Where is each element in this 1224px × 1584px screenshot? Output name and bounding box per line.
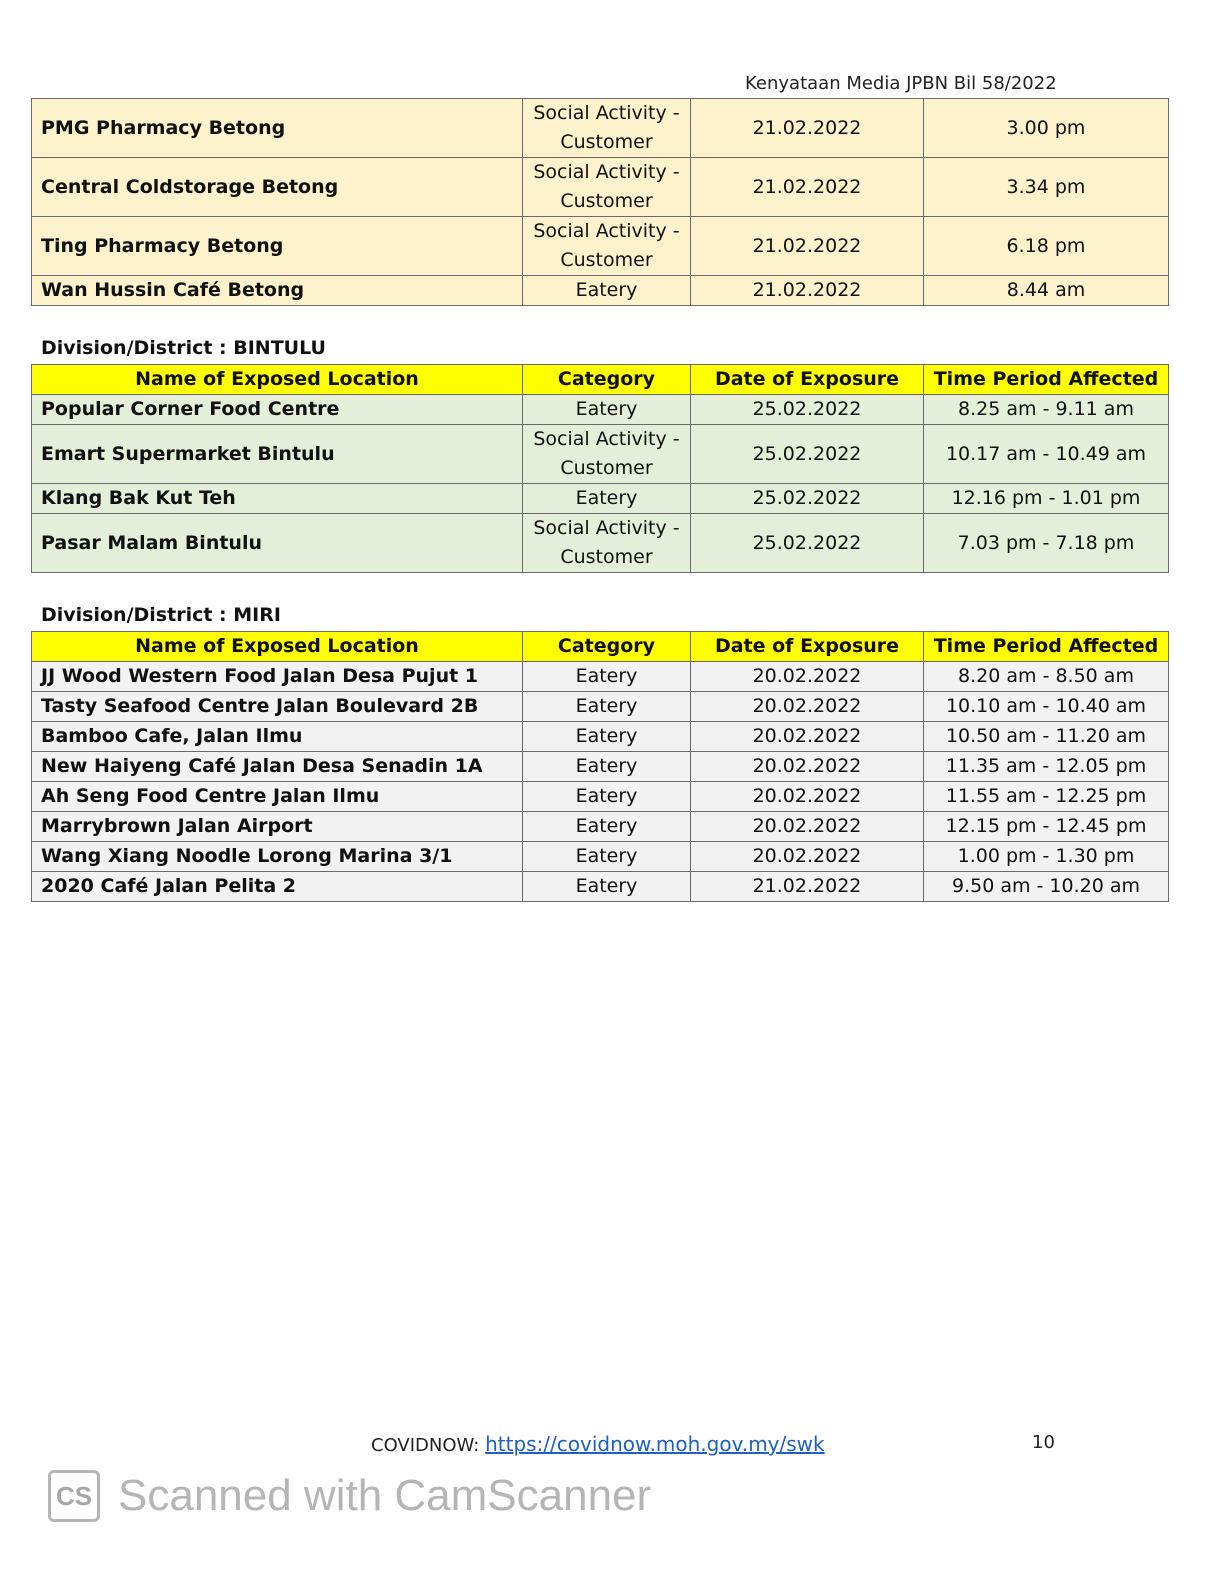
- location-name: New Haiyeng Café Jalan Desa Senadin 1A: [32, 752, 523, 782]
- location-name: Emart Supermarket Bintulu: [32, 425, 523, 484]
- category-cell: Eatery: [523, 782, 691, 812]
- column-header-category: Category: [523, 365, 691, 395]
- table-row: [32, 276, 1169, 306]
- table-row: [32, 99, 1169, 158]
- date-cell: 21.02.2022: [691, 158, 924, 217]
- time-cell: 9.50 am - 10.20 am: [924, 872, 1169, 902]
- category-line: Social Activity -: [533, 161, 680, 183]
- time-cell: 8.25 am - 9.11 am: [924, 395, 1169, 425]
- category-cell: Eatery: [523, 722, 691, 752]
- table-row: [32, 812, 1169, 842]
- date-cell: 21.02.2022: [691, 276, 924, 306]
- date-cell: 21.02.2022: [691, 99, 924, 158]
- location-name: JJ Wood Western Food Jalan Desa Pujut 1: [32, 662, 523, 692]
- category-line: Customer: [560, 131, 653, 153]
- category-cell: Eatery: [523, 484, 691, 514]
- table-row: [32, 782, 1169, 812]
- table-row: [32, 662, 1169, 692]
- table-row: [32, 484, 1169, 514]
- time-cell: 12.15 pm - 12.45 pm: [924, 812, 1169, 842]
- betong-table: [31, 98, 1169, 306]
- column-header-name: Name of Exposed Location: [32, 632, 523, 662]
- category-line: Customer: [560, 190, 653, 212]
- category-cell: Eatery: [523, 752, 691, 782]
- miri-table: [31, 631, 1169, 902]
- location-name: Marrybrown Jalan Airport: [32, 812, 523, 842]
- column-header-category: Category: [523, 632, 691, 662]
- location-name: PMG Pharmacy Betong: [32, 99, 523, 158]
- table-row: [32, 514, 1169, 573]
- location-name: Wang Xiang Noodle Lorong Marina 3/1: [32, 842, 523, 872]
- category-cell: Eatery: [523, 842, 691, 872]
- page-number: 10: [1032, 1432, 1055, 1453]
- column-header-date: Date of Exposure: [691, 632, 924, 662]
- category-line: Social Activity -: [533, 220, 680, 242]
- location-name: Central Coldstorage Betong: [32, 158, 523, 217]
- category-cell: Eatery: [523, 662, 691, 692]
- category-line: Social Activity -: [533, 102, 680, 124]
- location-name: Tasty Seafood Centre Jalan Boulevard 2B: [32, 692, 523, 722]
- column-header-name: Name of Exposed Location: [32, 365, 523, 395]
- category-cell: [523, 158, 691, 217]
- location-name: Bamboo Cafe, Jalan Ilmu: [32, 722, 523, 752]
- location-name: Pasar Malam Bintulu: [32, 514, 523, 573]
- location-name: 2020 Café Jalan Pelita 2: [32, 872, 523, 902]
- category-cell: [523, 514, 691, 573]
- date-cell: 20.02.2022: [691, 782, 924, 812]
- table-row: [32, 842, 1169, 872]
- category-cell: [523, 425, 691, 484]
- category-line: Customer: [560, 249, 653, 271]
- table-row: [32, 217, 1169, 276]
- column-header-date: Date of Exposure: [691, 365, 924, 395]
- category-line: Customer: [560, 546, 653, 568]
- date-cell: 25.02.2022: [691, 425, 924, 484]
- table-row: [32, 395, 1169, 425]
- date-cell: 20.02.2022: [691, 722, 924, 752]
- category-line: Social Activity -: [533, 517, 680, 539]
- date-cell: 25.02.2022: [691, 514, 924, 573]
- bintulu-table: [31, 364, 1169, 573]
- time-cell: 11.55 am - 12.25 pm: [924, 782, 1169, 812]
- covidnow-link[interactable]: https://covidnow.moh.gov.my/swk: [485, 1432, 825, 1456]
- column-header-time: Time Period Affected: [924, 632, 1169, 662]
- category-cell: Eatery: [523, 395, 691, 425]
- category-cell: [523, 217, 691, 276]
- date-cell: 25.02.2022: [691, 395, 924, 425]
- category-cell: Eatery: [523, 276, 691, 306]
- time-cell: 10.50 am - 11.20 am: [924, 722, 1169, 752]
- camscanner-watermark: [48, 1470, 651, 1522]
- time-cell: 10.10 am - 10.40 am: [924, 692, 1169, 722]
- media-statement-ref: Kenyataan Media JPBN Bil 58/2022: [745, 73, 1057, 94]
- table-row: [32, 158, 1169, 217]
- time-cell: 8.44 am: [924, 276, 1169, 306]
- watermark-text: Scanned with CamScanner: [118, 1471, 652, 1520]
- division-label-bintulu: Division/District : BINTULU: [41, 337, 326, 359]
- date-cell: 20.02.2022: [691, 692, 924, 722]
- column-header-time: Time Period Affected: [924, 365, 1169, 395]
- time-cell: 12.16 pm - 1.01 pm: [924, 484, 1169, 514]
- category-cell: Eatery: [523, 692, 691, 722]
- date-cell: 20.02.2022: [691, 842, 924, 872]
- date-cell: 20.02.2022: [691, 662, 924, 692]
- date-cell: 20.02.2022: [691, 812, 924, 842]
- table-row: [32, 872, 1169, 902]
- category-cell: [523, 99, 691, 158]
- camscanner-logo-icon: CS: [48, 1470, 100, 1522]
- time-cell: 1.00 pm - 1.30 pm: [924, 842, 1169, 872]
- date-cell: 21.02.2022: [691, 872, 924, 902]
- footer: [371, 1432, 825, 1456]
- category-cell: Eatery: [523, 812, 691, 842]
- category-line: Social Activity -: [533, 428, 680, 450]
- time-cell: 7.03 pm - 7.18 pm: [924, 514, 1169, 573]
- table-row: [32, 722, 1169, 752]
- location-name: Ah Seng Food Centre Jalan Ilmu: [32, 782, 523, 812]
- time-cell: 6.18 pm: [924, 217, 1169, 276]
- header-row: [32, 632, 1169, 662]
- time-cell: 3.00 pm: [924, 99, 1169, 158]
- division-label-miri: Division/District : MIRI: [41, 604, 281, 626]
- category-line: Customer: [560, 457, 653, 479]
- location-name: Popular Corner Food Centre: [32, 395, 523, 425]
- date-cell: 20.02.2022: [691, 752, 924, 782]
- location-name: Ting Pharmacy Betong: [32, 217, 523, 276]
- table-row: [32, 692, 1169, 722]
- location-name: Wan Hussin Café Betong: [32, 276, 523, 306]
- date-cell: 25.02.2022: [691, 484, 924, 514]
- header-row: [32, 365, 1169, 395]
- footer-prefix: COVIDNOW:: [371, 1435, 486, 1456]
- location-name: Klang Bak Kut Teh: [32, 484, 523, 514]
- table-row: [32, 752, 1169, 782]
- table-row: [32, 425, 1169, 484]
- time-cell: 11.35 am - 12.05 pm: [924, 752, 1169, 782]
- time-cell: 8.20 am - 8.50 am: [924, 662, 1169, 692]
- time-cell: 10.17 am - 10.49 am: [924, 425, 1169, 484]
- time-cell: 3.34 pm: [924, 158, 1169, 217]
- date-cell: 21.02.2022: [691, 217, 924, 276]
- category-cell: Eatery: [523, 872, 691, 902]
